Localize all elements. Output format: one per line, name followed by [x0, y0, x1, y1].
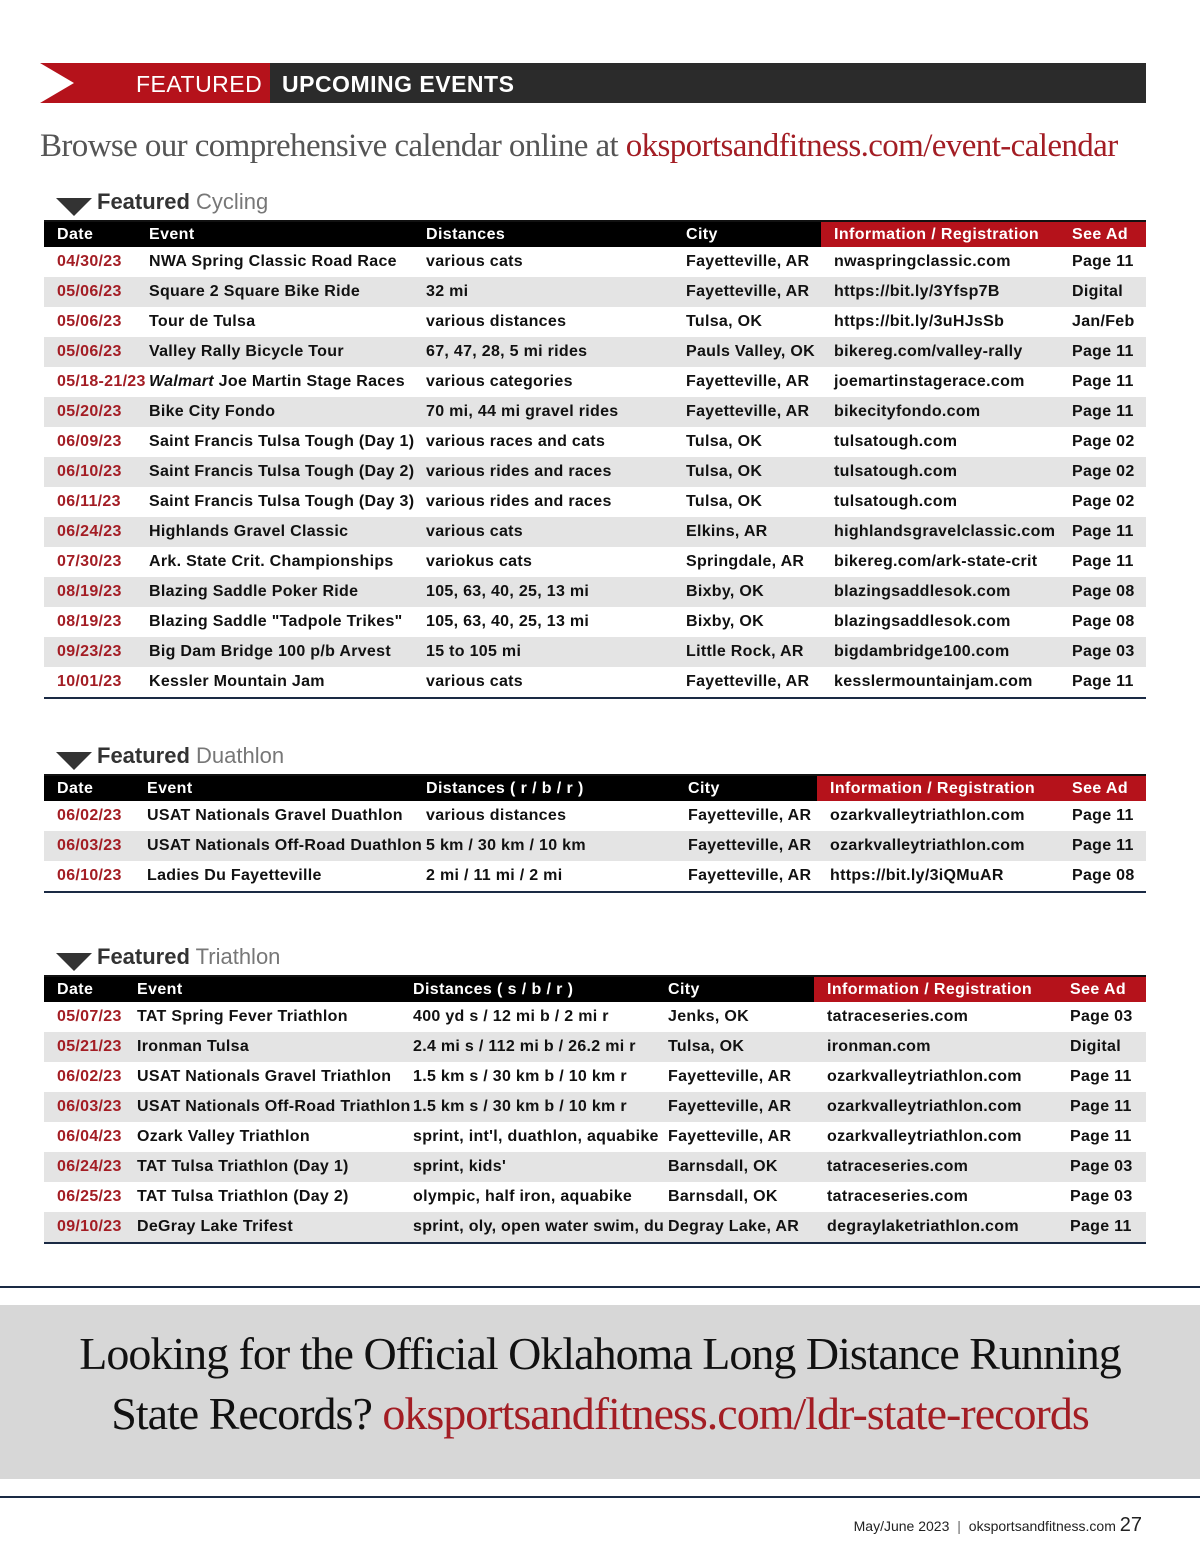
column-header: Date [44, 775, 134, 801]
city-cell: Fayetteville, AR [668, 1128, 792, 1145]
see-ad-cell: Page 02 [1072, 493, 1135, 510]
event-cell: TAT Tulsa Triathlon (Day 2) [137, 1188, 349, 1205]
date-cell: 05/06/23 [57, 313, 122, 330]
event-cell: TAT Spring Fever Triathlon [137, 1008, 348, 1025]
date-cell: 06/10/23 [44, 457, 136, 487]
distances-cell: 1.5 km s / 30 km b / 10 km r [413, 1068, 627, 1085]
table-row [44, 801, 1146, 831]
distances-cell: various categories [426, 373, 573, 390]
city-cell: Tulsa, OK [673, 457, 821, 487]
event-cell: USAT Nationals Off-Road Triathlon [124, 1092, 400, 1122]
distances-cell: 67, 47, 28, 5 mi rides [413, 337, 673, 367]
ldr-records-promo [0, 1305, 1200, 1479]
table-row [44, 367, 1146, 397]
table-row [44, 1002, 1146, 1032]
date-cell: 09/23/23 [44, 637, 136, 667]
date-cell: 06/03/23 [44, 831, 134, 861]
ldr-records-link[interactable]: oksportsandfitness.com/ldr-state-records [382, 1388, 1089, 1439]
city-cell: Barnsdall, OK [655, 1152, 814, 1182]
column-header: City [655, 976, 814, 1002]
distances-cell: 32 mi [413, 277, 673, 307]
distances-cell: various cats [413, 517, 673, 547]
event-cell: Highlands Gravel Classic [136, 517, 413, 547]
cycling-title-light: Cycling [196, 189, 269, 214]
table-row [44, 1062, 1146, 1092]
table-row [44, 457, 1146, 487]
distances-cell: various races and cats [426, 433, 606, 450]
event-cell: Ozark Valley Triathlon [137, 1128, 310, 1145]
city-cell: Pauls Valley, OK [673, 337, 821, 367]
table-header-row [44, 976, 1146, 1002]
registration-link[interactable]: tatraceseries.com [814, 1152, 1057, 1182]
distances-cell: 105, 63, 40, 25, 13 mi [413, 577, 673, 607]
date-cell: 06/04/23 [57, 1128, 122, 1145]
event-cell: Valley Rally Bicycle Tour [136, 337, 413, 367]
column-header: Information / Registration [821, 221, 1059, 247]
date-cell: 06/02/23 [57, 807, 122, 824]
browse-calendar-line [40, 128, 1118, 165]
event-cell: USAT Nationals Gravel Triathlon [137, 1068, 392, 1085]
date-cell: 05/07/23 [57, 1008, 122, 1025]
distances-cell: 400 yd s / 12 mi b / 2 mi r [413, 1008, 609, 1025]
registration-link[interactable]: ironman.com [814, 1032, 1057, 1062]
registration-link[interactable]: bikereg.com/valley-rally [821, 337, 1059, 367]
table-row [44, 517, 1146, 547]
footer-separator: | [957, 1518, 961, 1534]
city-cell: Springdale, AR [686, 553, 805, 570]
see-ad-cell: Page 11 [1072, 673, 1134, 690]
see-ad-cell: Page 11 [1072, 553, 1134, 570]
column-header: See Ad [1059, 775, 1146, 801]
see-ad-cell: Page 11 [1072, 807, 1134, 824]
triangle-down-icon [56, 752, 92, 770]
triangle-down-icon [56, 953, 92, 971]
table-header-row [44, 221, 1146, 247]
city-cell: Tulsa, OK [686, 493, 763, 510]
distances-cell: various cats [426, 673, 523, 690]
city-cell: Fayetteville, AR [673, 277, 821, 307]
duathlon-heading [44, 740, 1146, 774]
city-cell: Fayetteville, AR [673, 397, 821, 427]
column-header: Distances [413, 221, 673, 247]
divider-bottom [0, 1496, 1200, 1498]
date-cell: 06/02/23 [57, 1068, 122, 1085]
event-cell: Walmart Joe Martin Stage Races [149, 373, 405, 390]
see-ad-cell: Page 11 [1059, 337, 1146, 367]
see-ad-cell: Page 11 [1059, 517, 1146, 547]
registration-link[interactable]: ozarkvalleytriathlon.com [827, 1068, 1022, 1085]
column-header: See Ad [1057, 976, 1146, 1002]
distances-cell: 2 mi / 11 mi / 2 mi [426, 867, 563, 884]
table-row [44, 1092, 1146, 1122]
city-cell: Bixby, OK [673, 577, 821, 607]
distances-cell: various rides and races [413, 457, 673, 487]
column-header: Information / Registration [814, 976, 1057, 1002]
city-cell: Tulsa, OK [655, 1032, 814, 1062]
table-row [44, 427, 1146, 457]
banner-featured-label: FEATURED [136, 71, 263, 97]
distances-cell: various rides and races [426, 493, 612, 510]
registration-link[interactable]: ozarkvalleytriathlon.com [827, 1128, 1022, 1145]
date-cell: 09/10/23 [44, 1212, 124, 1243]
table-row [44, 307, 1146, 337]
see-ad-cell: Page 03 [1070, 1008, 1133, 1025]
registration-link[interactable]: joemartinstagerace.com [834, 373, 1025, 390]
date-cell: 06/09/23 [57, 433, 122, 450]
table-row [44, 547, 1146, 577]
city-cell: Fayetteville, AR [686, 373, 810, 390]
date-cell: 10/01/23 [57, 673, 122, 690]
registration-link[interactable]: ozarkvalleytriathlon.com [817, 831, 1059, 861]
table-row [44, 577, 1146, 607]
table-row [44, 337, 1146, 367]
section-banner [40, 63, 1146, 103]
promo-line-2 [0, 1387, 1200, 1440]
event-cell: Ironman Tulsa [124, 1032, 400, 1062]
registration-link[interactable]: blazingsaddlesok.com [821, 577, 1059, 607]
registration-link[interactable]: bikecityfondo.com [821, 397, 1059, 427]
date-cell: 05/20/23 [44, 397, 136, 427]
event-cell: Saint Francis Tulsa Tough (Day 2) [136, 457, 413, 487]
date-cell: 06/25/23 [57, 1188, 122, 1205]
registration-link[interactable]: bikereg.com/ark-state-crit [834, 553, 1038, 570]
registration-link[interactable]: https://bit.ly/3uHJsSb [834, 313, 1005, 330]
table-row [44, 1122, 1146, 1152]
registration-link[interactable]: degraylaketriathlon.com [814, 1212, 1057, 1243]
registration-link[interactable]: nwaspringclassic.com [834, 253, 1011, 270]
see-ad-cell: Jan/Feb [1072, 313, 1135, 330]
date-cell: 05/06/23 [44, 277, 136, 307]
registration-link[interactable]: bigdambridge100.com [821, 637, 1059, 667]
see-ad-cell: Page 11 [1070, 1128, 1132, 1145]
browse-text: Browse our comprehensive calendar online at [40, 128, 626, 164]
city-cell: Fayetteville, AR [668, 1068, 792, 1085]
city-cell: Tulsa, OK [686, 433, 763, 450]
city-cell: Fayetteville, AR [655, 1092, 814, 1122]
city-cell: Fayetteville, AR [688, 867, 812, 884]
city-cell: Fayetteville, AR [688, 807, 812, 824]
duathlon-title-bold: Featured [97, 743, 190, 768]
registration-link[interactable]: kesslermountainjam.com [834, 673, 1033, 690]
distances-cell: 2.4 mi s / 112 mi b / 26.2 mi r [400, 1032, 655, 1062]
table-row [44, 487, 1146, 517]
see-ad-cell: Page 03 [1057, 1152, 1146, 1182]
event-cell: Blazing Saddle Poker Ride [136, 577, 413, 607]
event-cell: Saint Francis Tulsa Tough (Day 1) [149, 433, 415, 450]
triathlon-section [44, 941, 1146, 1244]
date-cell: 06/03/23 [44, 1092, 124, 1122]
city-cell: Jenks, OK [668, 1008, 749, 1025]
date-cell: 04/30/23 [57, 253, 122, 270]
table-row [44, 247, 1146, 277]
see-ad-cell: Page 03 [1059, 637, 1146, 667]
see-ad-cell: Page 11 [1072, 253, 1134, 270]
see-ad-cell: Page 08 [1059, 577, 1146, 607]
date-cell: 05/21/23 [44, 1032, 124, 1062]
registration-link[interactable]: highlandsgravelclassic.com [821, 517, 1059, 547]
column-header: Date [44, 221, 136, 247]
table-row [44, 607, 1146, 637]
promo-line-2-text: State Records? [111, 1388, 383, 1439]
date-cell: 06/11/23 [57, 493, 121, 510]
registration-link[interactable]: tulsatough.com [821, 457, 1059, 487]
table-row [44, 1032, 1146, 1062]
event-cell: Big Dam Bridge 100 p/b Arvest [136, 637, 413, 667]
duathlon-table [44, 774, 1146, 893]
table-row [44, 1182, 1146, 1212]
event-calendar-link[interactable]: oksportsandfitness.com/event-calendar [625, 128, 1118, 164]
city-cell: Bixby, OK [686, 613, 764, 630]
cycling-table [44, 220, 1146, 699]
cycling-title-bold: Featured [97, 189, 190, 214]
see-ad-cell: Digital [1059, 277, 1146, 307]
event-cell: Ark. State Crit. Championships [149, 553, 394, 570]
city-cell: Tulsa, OK [686, 313, 763, 330]
triathlon-title-bold: Featured [97, 944, 190, 969]
city-cell: Barnsdall, OK [668, 1188, 778, 1205]
event-cell: Square 2 Square Bike Ride [136, 277, 413, 307]
registration-link[interactable]: tatraceseries.com [827, 1008, 969, 1025]
city-cell: Fayetteville, AR [686, 673, 810, 690]
see-ad-cell: Page 11 [1072, 373, 1134, 390]
column-header: See Ad [1059, 221, 1146, 247]
event-cell: Tour de Tulsa [149, 313, 256, 330]
see-ad-cell: Page 03 [1070, 1188, 1133, 1205]
city-cell: Degray Lake, AR [655, 1212, 814, 1243]
event-cell: USAT Nationals Gravel Duathlon [147, 807, 403, 824]
page-footer [854, 1514, 1142, 1537]
column-header: Date [44, 976, 124, 1002]
distances-cell: various distances [426, 313, 567, 330]
triangle-down-icon [56, 198, 92, 216]
cycling-heading [44, 186, 1146, 220]
date-cell: 06/10/23 [57, 867, 122, 884]
date-cell: 06/24/23 [44, 517, 136, 547]
see-ad-cell: Page 08 [1072, 613, 1135, 630]
registration-link[interactable]: https://bit.ly/3Yfsp7B [821, 277, 1059, 307]
event-cell: USAT Nationals Off-Road Duathlon [134, 831, 413, 861]
table-row [44, 397, 1146, 427]
distances-cell: variokus cats [426, 553, 533, 570]
registration-link[interactable]: ozarkvalleytriathlon.com [830, 807, 1025, 824]
see-ad-cell: Page 11 [1057, 1212, 1146, 1243]
column-header: Distances ( s / b / r ) [400, 976, 655, 1002]
distances-cell: sprint, int'l, duathlon, aquabike [413, 1128, 659, 1145]
column-header: Information / Registration [817, 775, 1059, 801]
registration-link[interactable]: tulsatough.com [834, 493, 958, 510]
promo-line-1: Looking for the Official Oklahoma Long Distance Running [79, 1328, 1121, 1379]
registration-link[interactable]: tatraceseries.com [827, 1188, 969, 1205]
distances-cell: sprint, oly, open water swim, du [400, 1212, 655, 1243]
distances-cell: 15 to 105 mi [413, 637, 673, 667]
distances-cell: 105, 63, 40, 25, 13 mi [426, 613, 590, 630]
column-header: Event [134, 775, 413, 801]
duathlon-title-light: Duathlon [196, 743, 285, 768]
see-ad-cell: Page 11 [1059, 831, 1146, 861]
table-header-row [44, 775, 1146, 801]
date-cell: 05/06/23 [44, 337, 136, 367]
distances-cell: sprint, kids' [400, 1152, 655, 1182]
cycling-section [44, 186, 1146, 699]
city-cell: Fayetteville, AR [675, 831, 817, 861]
city-cell: Little Rock, AR [673, 637, 821, 667]
page-number: 27 [1119, 1514, 1142, 1536]
column-header: City [673, 221, 821, 247]
date-cell: 08/19/23 [44, 577, 136, 607]
see-ad-cell: Digital [1057, 1032, 1146, 1062]
date-cell: 08/19/23 [57, 613, 122, 630]
distances-cell: 70 mi, 44 mi gravel rides [413, 397, 673, 427]
triathlon-heading [44, 941, 1146, 975]
see-ad-cell: Page 11 [1057, 1092, 1146, 1122]
distances-cell: 5 km / 30 km / 10 km [413, 831, 675, 861]
table-row [44, 667, 1146, 698]
banner-upcoming-label: UPCOMING EVENTS [282, 71, 515, 97]
event-cell: TAT Tulsa Triathlon (Day 1) [124, 1152, 400, 1182]
event-cell: Blazing Saddle "Tadpole Trikes" [149, 613, 403, 630]
column-header: Event [136, 221, 413, 247]
distances-cell: olympic, half iron, aquabike [413, 1188, 633, 1205]
registration-link[interactable]: https://bit.ly/3iQMuAR [830, 867, 1004, 884]
triathlon-table [44, 975, 1146, 1244]
event-cell: Saint Francis Tulsa Tough (Day 3) [149, 493, 415, 510]
table-row [44, 861, 1146, 892]
column-header: Event [124, 976, 400, 1002]
event-cell: DeGray Lake Trifest [124, 1212, 400, 1243]
city-cell: Elkins, AR [673, 517, 821, 547]
duathlon-section [44, 740, 1146, 893]
table-row [44, 277, 1146, 307]
table-row [44, 1152, 1146, 1182]
divider-top [0, 1286, 1200, 1288]
event-cell: Kessler Mountain Jam [149, 673, 325, 690]
date-cell: 05/18-21/23 [57, 373, 146, 390]
see-ad-cell: Page 08 [1072, 867, 1135, 884]
table-row [44, 637, 1146, 667]
column-header: Distances ( r / b / r ) [413, 775, 675, 801]
triathlon-title-light: Triathlon [195, 944, 281, 969]
city-cell: Fayetteville, AR [686, 253, 810, 270]
date-cell: 07/30/23 [57, 553, 122, 570]
see-ad-cell: Page 02 [1059, 457, 1146, 487]
footer-issue: May/June 2023 [853, 1518, 950, 1534]
event-cell: NWA Spring Classic Road Race [149, 253, 397, 270]
see-ad-cell: Page 11 [1059, 397, 1146, 427]
footer-site: oksportsandfitness.com [968, 1518, 1116, 1534]
see-ad-cell: Page 02 [1072, 433, 1135, 450]
column-header: City [675, 775, 817, 801]
event-cell: Bike City Fondo [136, 397, 413, 427]
registration-link[interactable]: tulsatough.com [834, 433, 958, 450]
registration-link[interactable]: blazingsaddlesok.com [834, 613, 1011, 630]
distances-cell: various distances [426, 807, 567, 824]
table-row [44, 831, 1146, 861]
registration-link[interactable]: ozarkvalleytriathlon.com [814, 1092, 1057, 1122]
see-ad-cell: Page 11 [1070, 1068, 1132, 1085]
sponsor-name: Walmart [149, 373, 214, 390]
distances-cell: 1.5 km s / 30 km b / 10 km r [400, 1092, 655, 1122]
table-row [44, 1212, 1146, 1243]
distances-cell: various cats [426, 253, 523, 270]
date-cell: 06/24/23 [44, 1152, 124, 1182]
event-cell: Ladies Du Fayetteville [147, 867, 322, 884]
